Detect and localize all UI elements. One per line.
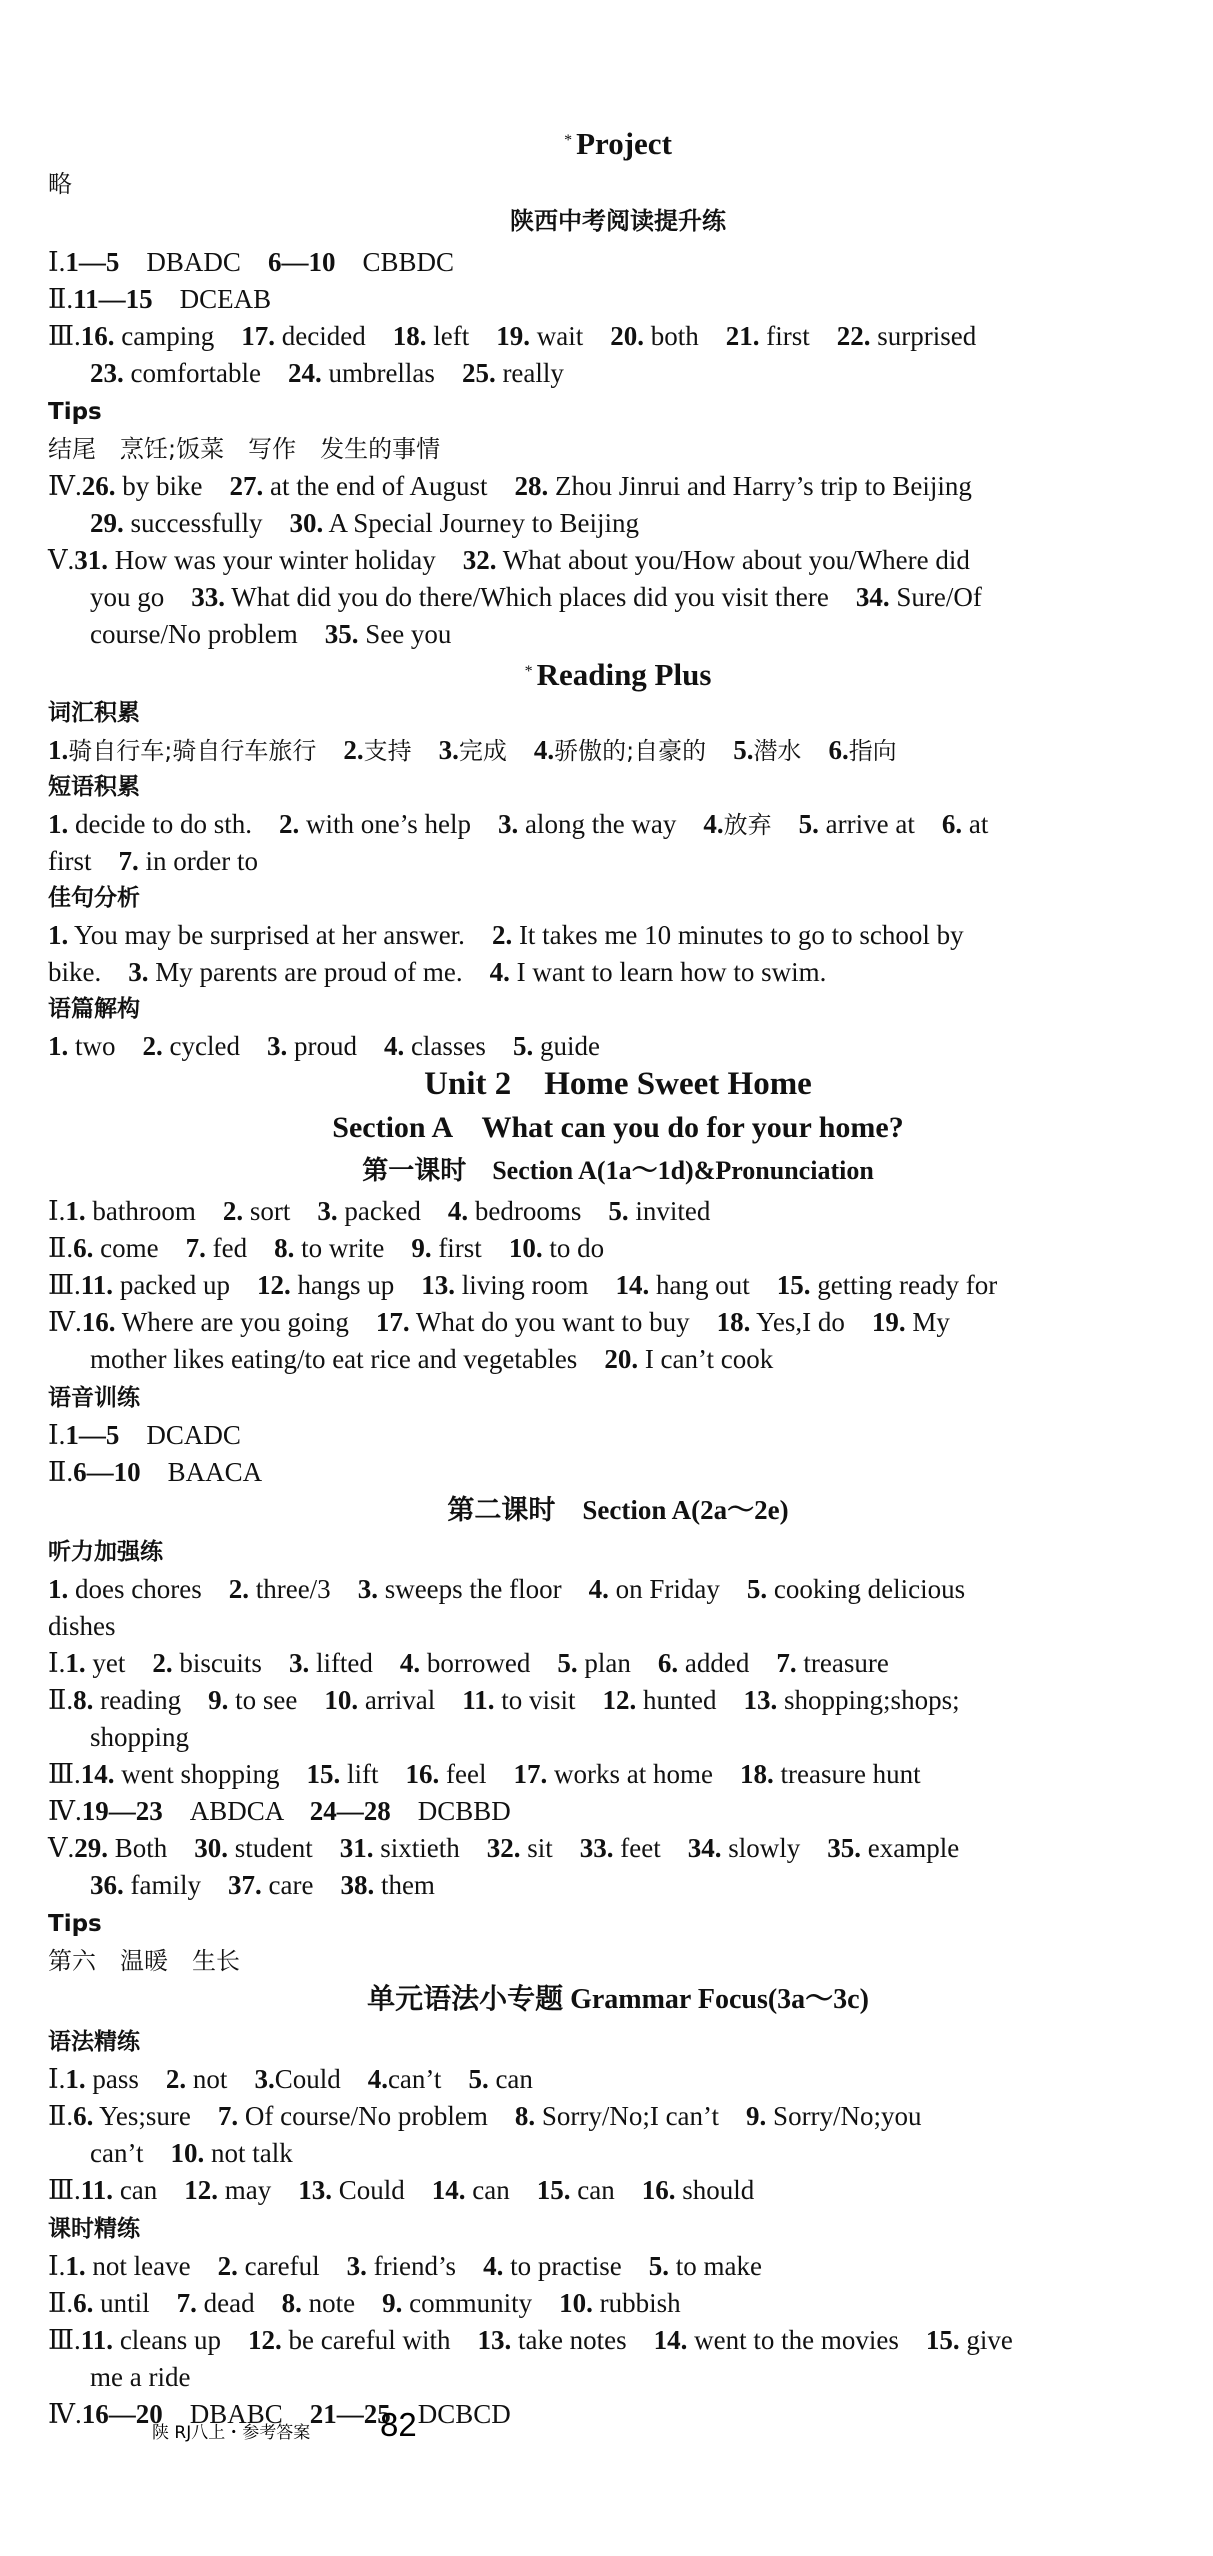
answer-line: Ⅰ.1. bathroom 2. sort 3. packed 4. bedrooms 5. invited bbox=[48, 1196, 711, 1226]
answer-line: Ⅲ.16. camping 17. decided 18. left 19. wait 20. both 21. first 22. surprised bbox=[48, 321, 977, 351]
answer-line: Ⅳ.26. by bike 27. at the end of August 28. Zhou Jinrui and Harry’s trip to Beijing bbox=[48, 471, 972, 501]
answer-line: Ⅰ.1. yet 2. biscuits 3. lifted 4. borrowed 5. plan 6. added 7. treasure bbox=[48, 1648, 889, 1678]
answer-line: 1. does chores 2. three/3 3. sweeps the floor 4. on Friday 5. cooking delicious bbox=[48, 1574, 966, 1604]
answer-line: Ⅲ.11. can 12. may 13. Could 14. can 15. can 16. should bbox=[48, 2175, 755, 2205]
answer-line: Ⅱ.11—15 DCEAB bbox=[48, 284, 272, 314]
answer-line: Ⅲ.11. cleans up 12. be careful with 13. take notes 14. went to the movies 15. give bbox=[48, 2325, 1013, 2355]
answer-line: Ⅳ.16—20 DBABC 21—25 DCBCD bbox=[48, 2399, 511, 2429]
phrase-label: 短语积累 bbox=[48, 774, 140, 800]
footer-label: 陕 RJ八上・参考答案 bbox=[152, 2423, 311, 2443]
answer-line: Ⅴ.29. Both 30. student 31. sixtieth 32. sit 33. feet 34. slowly 35. example bbox=[48, 1833, 960, 1863]
answer-line: me a ride bbox=[90, 2362, 191, 2392]
answer-line: you go 33. What did you do there/Which places did you visit there 34. Sure/Of bbox=[90, 582, 982, 612]
answer-line: Ⅰ.1—5 DCADC bbox=[48, 1420, 241, 1450]
reading-plus-heading: * Reading Plus bbox=[524, 657, 712, 692]
vocab-label: 词汇积累 bbox=[48, 700, 140, 726]
listening-label: 听力加强练 bbox=[48, 1539, 163, 1565]
project-heading: * Project bbox=[564, 126, 672, 161]
tips-label: Tips bbox=[48, 399, 102, 425]
pronunciation-label: 语音训练 bbox=[48, 1385, 140, 1411]
answer-line: can’t 10. not talk bbox=[90, 2138, 293, 2168]
answer-line: Ⅱ.6. come 7. fed 8. to write 9. first 10. to do bbox=[48, 1233, 605, 1263]
lesson-practice-label: 课时精练 bbox=[48, 2216, 140, 2242]
answer-line: Ⅱ.8. reading 9. to see 10. arrival 11. to visit 12. hunted 13. shopping;shops; bbox=[48, 1685, 960, 1715]
answer-line: 1. two 2. cycled 3. proud 4. classes 5. guide bbox=[48, 1031, 600, 1061]
answer-line: 1.骑自行车;骑自行车旅行 2.支持 3.完成 4.骄傲的;自豪的 5.潜水 6.指向 bbox=[48, 735, 897, 765]
grammar-heading: 单元语法小专题 Grammar Focus(3a～3c) bbox=[367, 1984, 869, 2015]
answer-line: Ⅱ.6. Yes;sure 7. Of course/No problem 8. Sorry/No;I can’t 9. Sorry/No;you bbox=[48, 2101, 922, 2131]
answer-line: first 7. in order to bbox=[48, 846, 258, 876]
answer-line: Ⅲ.14. went shopping 15. lift 16. feel 17. works at home 18. treasure hunt bbox=[48, 1759, 921, 1789]
answer-line: Ⅴ.31. How was your winter holiday 32. What about you/How about you/Where did bbox=[48, 545, 970, 575]
unit-heading: Unit 2 Home Sweet Home bbox=[424, 1066, 812, 1102]
answer-line: 36. family 37. care 38. them bbox=[90, 1870, 435, 1900]
tips-text: 结尾 烹饪;饭菜 写作 发生的事情 bbox=[48, 435, 441, 463]
tips-label: Tips bbox=[48, 1911, 102, 1937]
answer-line: Ⅳ.19—23 ABDCA 24—28 DCBBD bbox=[48, 1796, 511, 1826]
tips-text: 第六 温暖 生长 bbox=[48, 1947, 240, 1975]
passage-label: 语篇解构 bbox=[48, 996, 140, 1022]
answer-line: 23. comfortable 24. umbrellas 25. really bbox=[90, 358, 564, 388]
section-heading: Section A What can you do for your home? bbox=[332, 1111, 904, 1144]
shaanxi-heading: 陕西中考阅读提升练 bbox=[510, 207, 726, 235]
answer-line: 1. You may be surprised at her answer. 2. It takes me 10 minutes to go to school by bbox=[48, 920, 964, 950]
page-number: 82 bbox=[380, 2406, 417, 2443]
answer-line: course/No problem 35. See you bbox=[90, 619, 452, 649]
answer-line: 29. successfully 30. A Special Journey to Beijing bbox=[90, 508, 639, 538]
lesson-heading: 第一课时 Section A(1a～1d)&Pronunciation bbox=[362, 1156, 874, 1185]
answer-line: Ⅰ.1. not leave 2. careful 3. friend’s 4. to practise 5. to make bbox=[48, 2251, 763, 2281]
answer-line: Ⅳ.16. Where are you going 17. What do you want to buy 18. Yes,I do 19. My bbox=[48, 1307, 950, 1337]
answer-line: Ⅱ.6. until 7. dead 8. note 9. community 10. rubbish bbox=[48, 2288, 681, 2318]
answer-line: 1. decide to do sth. 2. with one’s help 3. along the way 4.放弃 5. arrive at 6. at bbox=[48, 809, 989, 839]
answer-line: Ⅲ.11. packed up 12. hangs up 13. living room 14. hang out 15. getting ready for bbox=[48, 1270, 998, 1300]
answer-line: bike. 3. My parents are proud of me. 4. I want to learn how to swim. bbox=[48, 957, 827, 987]
project-answer: 略 bbox=[48, 170, 72, 198]
answer-line: Ⅱ.6—10 BAACA bbox=[48, 1457, 263, 1487]
answer-line: Ⅰ.1—5 DBADC 6—10 CBBDC bbox=[48, 247, 454, 277]
sentence-label: 佳句分析 bbox=[48, 885, 140, 911]
answer-line: shopping bbox=[90, 1722, 190, 1752]
answer-line: dishes bbox=[48, 1611, 116, 1641]
grammar-practice-label: 语法精练 bbox=[48, 2029, 140, 2055]
answer-line: Ⅰ.1. pass 2. not 3.Could 4.can’t 5. can bbox=[48, 2064, 533, 2094]
answer-line: mother likes eating/to eat rice and vegetables 20. I can’t cook bbox=[90, 1344, 774, 1374]
lesson-heading: 第二课时 Section A(2a～2e) bbox=[447, 1495, 789, 1525]
